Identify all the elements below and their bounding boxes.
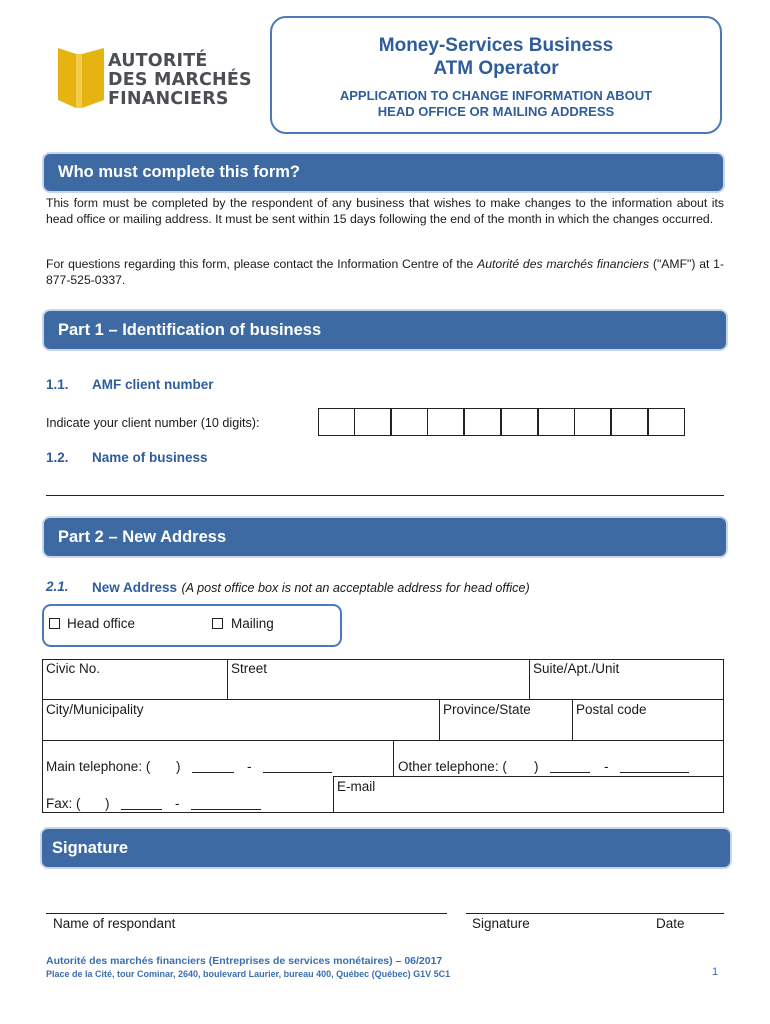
main-telephone-paren: ) xyxy=(176,759,181,774)
main-telephone-number-field[interactable] xyxy=(263,772,332,773)
signature-label: Signature xyxy=(472,916,530,931)
fax-number-field[interactable] xyxy=(191,809,261,810)
footer-publisher: Autorité des marchés financiers (Entreprises de services monétaires) – 06/2017 xyxy=(46,955,443,967)
section-1-2-number: 1.2. xyxy=(46,450,69,465)
footer-address: Place de la Cité, tour Cominar, 2640, boulevard Laurier, bureau 400, Québec (Québec) G1V 5C1 xyxy=(46,969,451,979)
respondent-name-field[interactable] xyxy=(46,913,447,914)
section-1-1-title: AMF client number xyxy=(92,377,214,392)
form-title-line-2: ATM Operator xyxy=(433,58,559,79)
client-number-digit-1[interactable] xyxy=(318,408,355,436)
client-number-digit-8[interactable] xyxy=(574,408,611,436)
business-name-field[interactable] xyxy=(46,495,724,496)
other-telephone-number-field[interactable] xyxy=(620,772,689,773)
main-telephone-prefix-field[interactable] xyxy=(192,772,234,773)
head-office-checkbox[interactable] xyxy=(49,618,60,629)
who-paragraph: This form must be completed by the respondent of any business that wishes to make changes to the information about its head office or mailing address. It must be sent within 15 days following the end of the month in which the changes occurred. xyxy=(46,196,724,226)
po-box-note: (A post office box is not an acceptable address for head office) xyxy=(181,581,530,595)
client-number-digit-5[interactable] xyxy=(464,408,501,436)
section-2-1-title: New Address xyxy=(92,580,178,595)
logo-line-2: DES MARCHÉS xyxy=(108,70,252,90)
page-number: 1 xyxy=(712,966,719,978)
grid-divider xyxy=(333,776,334,813)
logo-line-1: AUTORITÉ xyxy=(108,51,208,71)
suite-field[interactable]: Suite/Apt./Unit xyxy=(533,661,620,676)
client-number-digit-9[interactable] xyxy=(611,408,648,436)
street-field[interactable]: Street xyxy=(231,661,268,676)
section-2-1-title-row xyxy=(92,579,530,597)
form-title-line-1: Money-Services Business xyxy=(378,35,614,56)
email-field[interactable]: E-mail xyxy=(337,779,376,794)
who-heading: Who must complete this form? xyxy=(58,163,301,181)
amf-name-italic: Autorité des marchés financiers xyxy=(477,257,650,271)
grid-divider xyxy=(393,740,394,776)
amf-logo-mark-icon xyxy=(58,46,104,108)
signature-heading: Signature xyxy=(52,839,129,857)
form-subtitle xyxy=(272,88,720,120)
grid-divider xyxy=(42,699,724,700)
respondent-name-label: Name of respondant xyxy=(53,916,176,931)
grid-divider xyxy=(333,776,724,777)
form-subtitle-line-1: APPLICATION TO CHANGE INFORMATION ABOUT xyxy=(339,88,653,103)
contact-paragraph xyxy=(46,257,724,288)
main-telephone-dash: - xyxy=(247,759,252,774)
fax-prefix-field[interactable] xyxy=(121,809,162,810)
other-telephone-prefix-field[interactable] xyxy=(550,772,590,773)
client-number-digit-6[interactable] xyxy=(501,408,538,436)
client-number-digit-7[interactable] xyxy=(538,408,575,436)
logo-line-3: FINANCIERS xyxy=(108,89,229,109)
client-number-digit-2[interactable] xyxy=(354,408,391,436)
mailing-label: Mailing xyxy=(231,616,274,631)
main-telephone-label: Main telephone: ( xyxy=(46,759,151,774)
other-telephone-dash: - xyxy=(604,759,609,774)
section-1-2-title: Name of business xyxy=(92,450,208,465)
fax-paren: ) xyxy=(105,796,110,811)
head-office-label: Head office xyxy=(67,616,136,631)
city-field[interactable]: City/Municipality xyxy=(46,702,144,717)
section-2-1-number: 2.1. xyxy=(46,579,69,594)
other-telephone-label: Other telephone: ( xyxy=(398,759,507,774)
contact-text: For questions regarding this form, please contact the Information Centre of the xyxy=(46,257,478,271)
fax-label: Fax: ( xyxy=(46,796,81,811)
part2-heading: Part 2 – New Address xyxy=(58,528,227,546)
date-label: Date xyxy=(656,916,685,931)
part1-heading: Part 1 – Identification of business xyxy=(58,321,322,339)
postal-code-field[interactable]: Postal code xyxy=(576,702,647,717)
amf-logo-text xyxy=(108,52,252,109)
contact-phone-text: ("AMF") at 1-877-525-0337. xyxy=(46,257,725,287)
mailing-checkbox[interactable] xyxy=(212,618,223,629)
form-subtitle-line-2: HEAD OFFICE OR MAILING ADDRESS xyxy=(377,104,615,119)
grid-divider xyxy=(439,699,440,740)
client-number-digit-3[interactable] xyxy=(391,408,428,436)
other-telephone-paren: ) xyxy=(534,759,539,774)
client-number-label: Indicate your client number (10 digits): xyxy=(46,416,260,430)
client-number-digit-4[interactable] xyxy=(427,408,464,436)
signature-date-field[interactable] xyxy=(466,913,724,914)
form-title xyxy=(272,34,720,80)
part1-section-header xyxy=(44,311,726,349)
grid-divider xyxy=(227,659,228,699)
who-section-header xyxy=(44,154,723,191)
signature-section-header xyxy=(42,829,730,867)
grid-divider xyxy=(42,740,724,741)
address-grid xyxy=(42,659,724,813)
province-field[interactable]: Province/State xyxy=(443,702,531,717)
fax-dash: - xyxy=(175,796,180,811)
client-number-digit-10[interactable] xyxy=(648,408,685,436)
part2-section-header xyxy=(44,518,726,556)
civic-number-field[interactable]: Civic No. xyxy=(46,661,101,676)
grid-divider xyxy=(529,659,530,699)
section-1-1-number: 1.1. xyxy=(46,377,69,392)
form-title-box xyxy=(270,16,722,134)
grid-divider xyxy=(572,699,573,740)
